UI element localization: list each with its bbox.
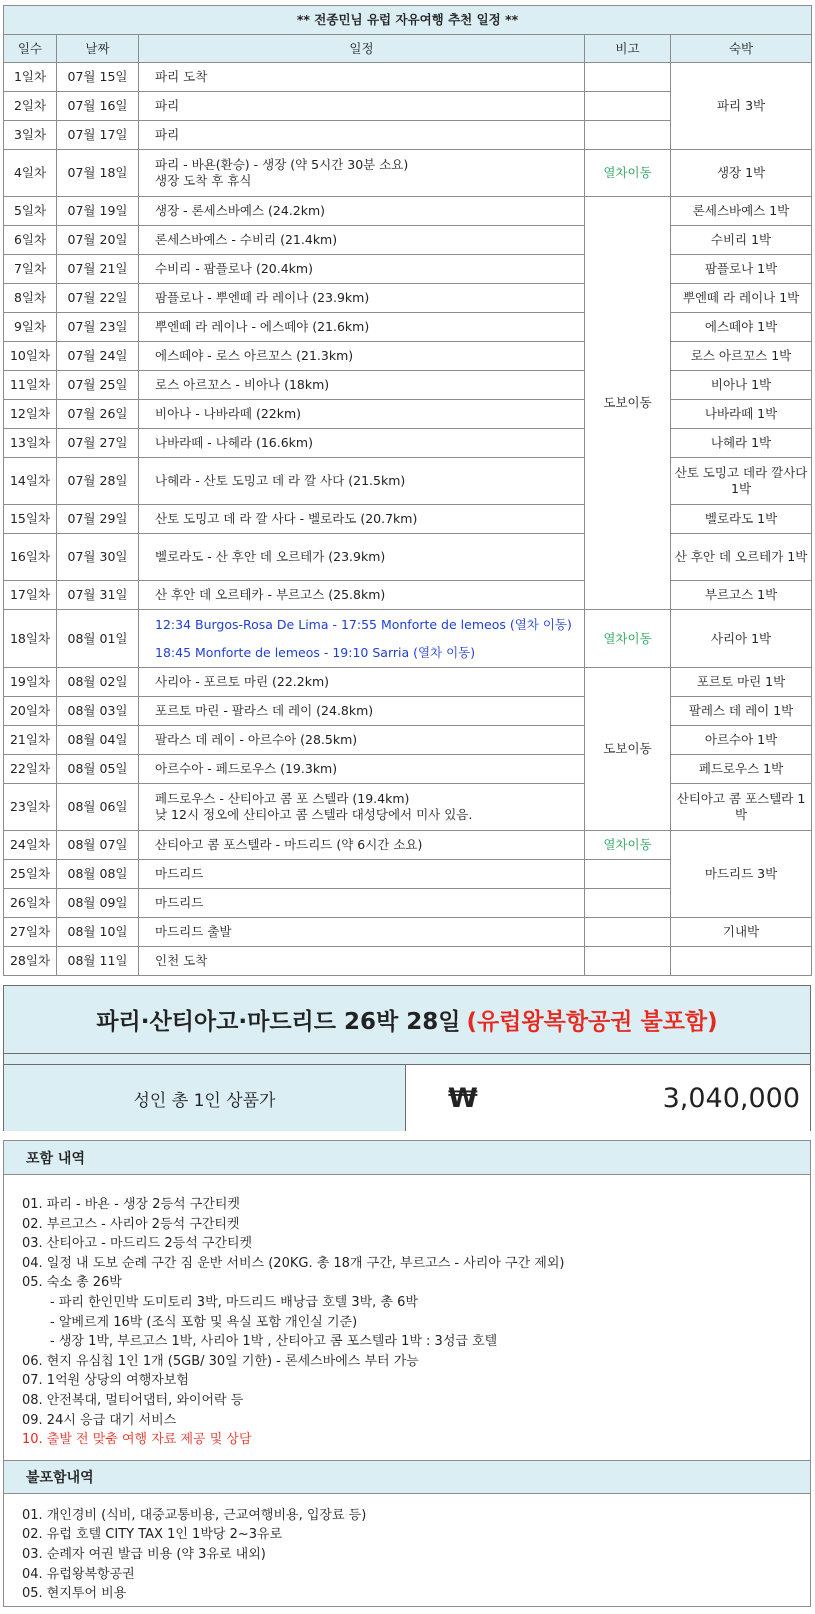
header-stay: 숙박 [671,35,812,63]
schedule-cell: 나헤라 - 산토 도밍고 데 라 깔 사다 (21.5km) [139,458,585,505]
schedule-line: 페드로우스 - 산티아고 콤 포 스텔라 (19.4km) [155,791,410,806]
schedule-cell: 로스 아르꼬스 - 비아나 (18km) [139,371,585,400]
list-subitem: - 생장 1박, 부르고스 1박, 사리아 1박 , 산티아고 콤 포스텔라 1박 : 3성급 호텔 [50,1334,498,1350]
date-cell: 08월 01일 [57,610,139,668]
stay-cell: 파리 3박 [671,63,812,150]
note-cell [585,860,671,889]
table-row [4,534,812,581]
list-item: 06. 현지 유심칩 1인 1개 (5GB/ 30일 기한) - 론세스바에스 부터 가능 [22,1353,419,1369]
stay-cell: 산티아고 콤 포스텔라 1박 [671,784,812,831]
date-cell: 08월 09일 [57,889,139,918]
day-cell: 3일차 [4,121,57,150]
table-row [4,831,812,860]
schedule-cell: 에스떼야 - 로스 아르꼬스 (21.3km) [139,342,585,371]
date-cell: 07월 20일 [57,226,139,255]
table-row [4,697,812,726]
note-cell [585,121,671,150]
day-cell: 17일차 [4,581,57,610]
table-row [4,784,812,831]
day-cell: 20일차 [4,697,57,726]
date-cell: 07월 31일 [57,581,139,610]
included-list [4,1175,810,1460]
date-cell: 07월 24일 [57,342,139,371]
list-item: 03. 순례자 여권 발급 비용 (약 3유로 내외) [22,1546,266,1562]
note-cell: 열차이동 [585,150,671,197]
day-cell: 19일차 [4,668,57,697]
list-item: 04. 유럽왕복항공권 [22,1566,135,1582]
schedule-cell: 산티아고 콤 포스텔라 - 마드리드 (약 6시간 소요) [139,831,585,860]
day-cell: 2일차 [4,92,57,121]
date-cell: 07월 26일 [57,400,139,429]
price-label: 성인 총 1인 상품가 [4,1065,406,1131]
day-cell: 24일차 [4,831,57,860]
date-cell: 08월 08일 [57,860,139,889]
day-cell: 12일차 [4,400,57,429]
schedule-line: 생장 도착 후 휴식 [155,173,252,188]
schedule-cell: 파리 [139,92,585,121]
day-cell: 23일차 [4,784,57,831]
table-row [4,63,812,92]
header-schedule: 일정 [139,35,585,63]
schedule-cell: 벨로라도 - 산 후안 데 오르테가 (23.9km) [139,534,585,581]
schedule-cell: 아르수아 - 페드로우스 (19.3km) [139,755,585,784]
schedule-cell: 나바라떼 - 나헤라 (16.6km) [139,429,585,458]
list-item: 03. 산티아고 - 마드리드 2등석 구간티켓 [22,1236,253,1252]
table-row [4,505,812,534]
stay-cell [671,947,812,976]
table-row [4,918,812,947]
stay-cell: 부르고스 1박 [671,581,812,610]
stay-cell: 나바라떼 1박 [671,400,812,429]
price-amount: 3,040,000 [662,1082,800,1114]
stay-cell: 수비리 1박 [671,226,812,255]
date-cell: 07월 18일 [57,150,139,197]
table-header-row [4,35,812,63]
price-value [406,1065,810,1131]
schedule-cell: 파리 도착 [139,63,585,92]
day-cell: 16일차 [4,534,57,581]
schedule-cell [139,610,585,668]
header-note: 비고 [585,35,671,63]
train-line: 12:34 Burgos-Rosa De Lima - 17:55 Monforte de lemeos (열차 이동) [155,616,572,632]
note-cell [585,92,671,121]
details-box [3,1140,811,1607]
day-cell: 9일차 [4,313,57,342]
table-row [4,668,812,697]
table-row [4,429,812,458]
day-cell: 11일차 [4,371,57,400]
table-row [4,400,812,429]
header-day: 일수 [4,35,57,63]
table-row [4,371,812,400]
schedule-cell: 산 후안 데 오르테카 - 부르고스 (25.8km) [139,581,585,610]
table-row [4,197,812,226]
day-cell: 21일차 [4,726,57,755]
day-cell: 8일차 [4,284,57,313]
header-date: 날짜 [57,35,139,63]
date-cell: 07월 27일 [57,429,139,458]
included-heading: 포함 내역 [4,1141,810,1175]
date-cell: 08월 06일 [57,784,139,831]
date-cell: 07월 23일 [57,313,139,342]
schedule-cell: 인천 도착 [139,947,585,976]
date-cell: 07월 19일 [57,197,139,226]
table-row [4,581,812,610]
note-cell [585,947,671,976]
table-row [4,726,812,755]
list-item: 02. 유럽 호텔 CITY TAX 1인 1박당 2~3유로 [22,1527,283,1543]
date-cell: 07월 25일 [57,371,139,400]
date-cell: 08월 04일 [57,726,139,755]
day-cell: 26일차 [4,889,57,918]
package-title-note: (유럽왕복항공권 불포함) [466,1009,718,1035]
stay-cell: 페드로우스 1박 [671,755,812,784]
table-row [4,755,812,784]
list-item: 09. 24시 응급 대기 서비스 [22,1412,177,1428]
list-item: 05. 현지투어 비용 [22,1586,127,1602]
date-cell: 08월 02일 [57,668,139,697]
day-cell: 6일차 [4,226,57,255]
list-subitem: - 알베르게 16박 (조식 포함 및 욕실 포함 개인실 기준) [50,1314,358,1330]
date-cell: 07월 21일 [57,255,139,284]
note-cell [585,63,671,92]
price-row [4,1064,810,1131]
stay-cell: 벨로라도 1박 [671,505,812,534]
day-cell: 1일차 [4,63,57,92]
schedule-cell: 비아나 - 나바라떼 (22km) [139,400,585,429]
currency-symbol: ₩ [448,1082,478,1114]
list-item: 01. 파리 - 바욘 - 생장 2등석 구간티켓 [22,1197,240,1212]
day-cell: 4일차 [4,150,57,197]
day-cell: 7일차 [4,255,57,284]
date-cell: 07월 28일 [57,458,139,505]
note-cell: 도보이동 [585,197,671,610]
schedule-cell: 산토 도밍고 데 라 깔 사다 - 벨로라도 (20.7km) [139,505,585,534]
stay-cell: 생장 1박 [671,150,812,197]
schedule-cell [139,784,585,831]
list-item: 02. 부르고스 - 사리아 2등석 구간티켓 [22,1216,240,1232]
stay-cell: 비아나 1박 [671,371,812,400]
stay-cell: 산토 도밍고 데라 깔사다 1박 [671,458,812,505]
table-row [4,313,812,342]
day-cell: 18일차 [4,610,57,668]
schedule-line: 파리 - 바욘(환승) - 생장 (약 5시간 30분 소요) [155,157,409,172]
stay-cell: 마드리드 3박 [671,831,812,918]
note-cell [585,918,671,947]
schedule-cell: 수비리 - 팜플로나 (20.4km) [139,255,585,284]
date-cell: 08월 05일 [57,755,139,784]
schedule-cell: 팔라스 데 레이 - 아르수아 (28.5km) [139,726,585,755]
train-line: 18:45 Monforte de lemeos - 19:10 Sarria (열차 이동) [155,644,476,660]
schedule-line: 낮 12시 정오에 산티아고 콤 스텔라 대성당에서 미사 있음. [155,807,473,822]
stay-cell: 나헤라 1박 [671,429,812,458]
schedule-cell: 팜플로나 - 뿌엔떼 라 레이나 (23.9km) [139,284,585,313]
schedule-cell: 론세스바예스 - 수비리 (21.4km) [139,226,585,255]
date-cell: 08월 07일 [57,831,139,860]
date-cell: 08월 10일 [57,918,139,947]
excluded-list [4,1494,810,1614]
stay-cell: 아르수아 1박 [671,726,812,755]
list-item-highlight: 10. 출발 전 맞춤 여행 자료 제공 및 상담 [22,1432,252,1448]
date-cell: 07월 16일 [57,92,139,121]
stay-cell: 팔레스 데 레이 1박 [671,697,812,726]
schedule-cell: 생장 - 론세스바예스 (24.2km) [139,197,585,226]
itinerary-table [3,5,812,976]
date-cell: 07월 29일 [57,505,139,534]
schedule-cell: 뿌엔떼 라 레이나 - 에스떼야 (21.6km) [139,313,585,342]
table-row [4,458,812,505]
price-box [3,985,811,1131]
day-cell: 15일차 [4,505,57,534]
note-cell: 도보이동 [585,668,671,831]
day-cell: 5일차 [4,197,57,226]
schedule-cell: 마드리드 [139,860,585,889]
table-row [4,610,812,668]
itinerary-title: ** 전종민님 유럽 자유여행 추천 일정 ** [4,6,812,35]
schedule-cell: 포르토 마린 - 팔라스 데 레이 (24.8km) [139,697,585,726]
date-cell: 08월 03일 [57,697,139,726]
day-cell: 13일차 [4,429,57,458]
excluded-heading: 불포함내역 [4,1460,810,1494]
table-row [4,947,812,976]
schedule-cell: 마드리드 출발 [139,918,585,947]
date-cell: 07월 30일 [57,534,139,581]
date-cell: 07월 17일 [57,121,139,150]
schedule-cell [139,150,585,197]
date-cell: 07월 22일 [57,284,139,313]
schedule-cell: 마드리드 [139,889,585,918]
day-cell: 10일차 [4,342,57,371]
stay-cell: 뿌엔떼 라 레이나 1박 [671,284,812,313]
stay-cell: 기내박 [671,918,812,947]
note-cell [585,889,671,918]
list-subitem: - 파리 한인민박 도미토리 3박, 마드리드 배낭급 호텔 3박, 총 6박 [50,1294,418,1310]
list-item: 08. 안전복대, 멀티어댑터, 와이어락 등 [22,1392,244,1408]
stay-cell: 사리아 1박 [671,610,812,668]
package-title: 파리·산티아고·마드리드 26박 28일 [96,1009,461,1035]
day-cell: 22일차 [4,755,57,784]
list-item: 01. 개인경비 (식비, 대중교통비용, 근교여행비용, 입장료 등) [22,1507,367,1523]
list-item: 07. 1억원 상당의 여행자보험 [22,1373,189,1389]
date-cell: 07월 15일 [57,63,139,92]
day-cell: 27일차 [4,918,57,947]
table-row [4,226,812,255]
schedule-cell: 파리 [139,121,585,150]
price-title [4,986,810,1054]
date-cell: 08월 11일 [57,947,139,976]
list-item: 05. 숙소 총 26박 [22,1275,122,1291]
day-cell: 25일차 [4,860,57,889]
stay-cell: 포르토 마린 1박 [671,668,812,697]
table-row [4,150,812,197]
stay-cell: 에스떼야 1박 [671,313,812,342]
table-row [4,284,812,313]
table-row [4,255,812,284]
stay-cell: 팜플로나 1박 [671,255,812,284]
day-cell: 28일차 [4,947,57,976]
note-cell: 열차이동 [585,831,671,860]
day-cell: 14일차 [4,458,57,505]
stay-cell: 로스 아르꼬스 1박 [671,342,812,371]
list-item: 04. 일정 내 도보 순례 구간 짐 운반 서비스 (20KG. 총 18개 구간, 부르고스 - 사리아 구간 제외) [22,1255,565,1271]
stay-cell: 산 후안 데 오르테가 1박 [671,534,812,581]
table-row [4,342,812,371]
note-cell: 열차이동 [585,610,671,668]
schedule-cell: 사리아 - 포르토 마린 (22.2km) [139,668,585,697]
stay-cell: 론세스바예스 1박 [671,197,812,226]
